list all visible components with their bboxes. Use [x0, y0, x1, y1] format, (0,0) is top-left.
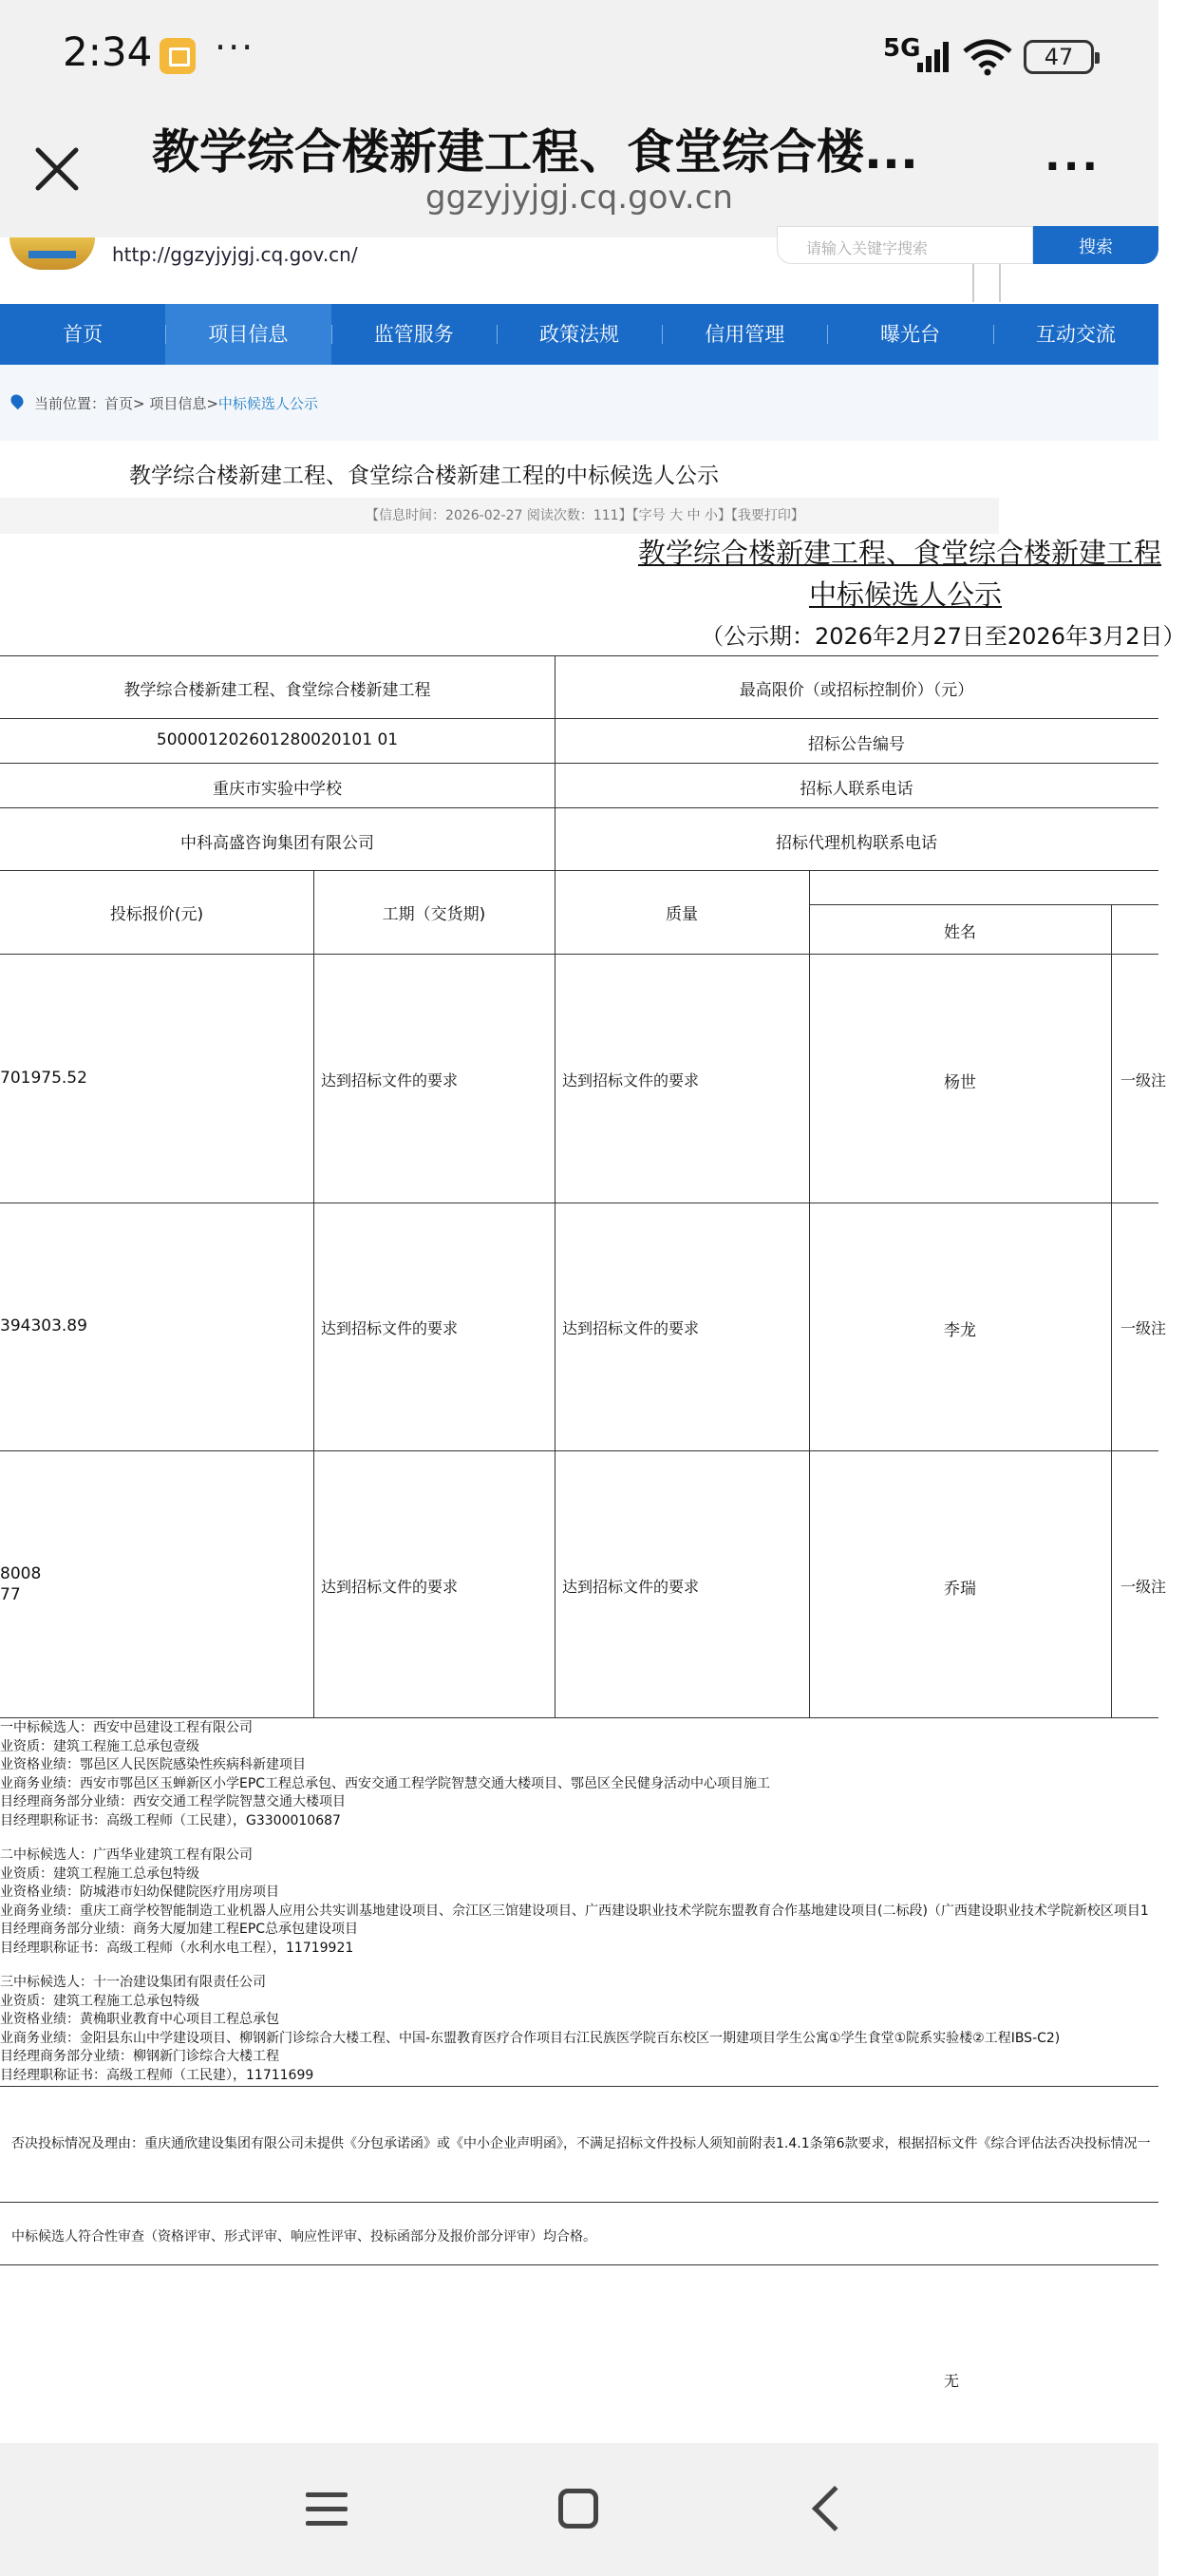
nav-item-interaction[interactable]: 互动交流	[993, 304, 1158, 365]
note-line: 二中标候选人：广西华业建筑工程有限公司	[0, 1847, 253, 1863]
row1-name: 杨世	[944, 1073, 976, 1092]
breadcrumb-current[interactable]: 中标候选人公示	[217, 395, 318, 412]
site-url-text: http://ggzyjyjgj.cq.gov.cn/	[112, 243, 358, 266]
note-line: 业商务业绩：金阳县东山中学建设项目、柳钢新门诊综合大楼工程、中国-东盟教育医疗合作项目右江民族医学院百东校区一期建项目学生公寓①学生食堂①院系实验楼②工程IBS-C2)	[0, 2030, 1061, 2046]
table-line	[0, 655, 1158, 656]
candidate-3-notes	[0, 1974, 1060, 2085]
agency-name: 中科高盛咨询集团有限公司	[180, 834, 374, 853]
nav-item-exposure[interactable]: 曝光台	[827, 304, 992, 365]
doc-title-line1: 教学综合楼新建工程、食堂综合楼新建工程	[638, 537, 1162, 569]
nav-item-supervision[interactable]: 监管服务	[331, 304, 497, 365]
note-line: 业商务业绩：重庆工商学校智能制造工业机器人应用公共实训基地建设项目、佘江区三馆建设项目、广西建设职业技术学院东盟教育合作基地建设项目(二标段)（广西建设职业技术学院新校区项目1	[0, 1903, 1149, 1919]
other-note: 无	[944, 2372, 960, 2390]
nav-item-project-info[interactable]: 项目信息	[165, 304, 330, 365]
note-line: 业资格业绩：防城港市妇幼保健院医疗用房项目	[0, 1885, 279, 1900]
status-bar	[0, 0, 1158, 114]
signal-icon	[917, 42, 953, 72]
note-line: 业资质：建筑工程施工总承包壹级	[0, 1738, 199, 1754]
reject-note: 否决投标情况及理由：重庆通欣建设集团有限公司未提供《分包承诺函》或《中小企业声明函》，不满足招标文件投标人须知前附表1.4.1条第6款要求，根据招标文件《综合评估法否决投标情况一	[11, 2136, 1151, 2151]
site-header	[0, 237, 1158, 304]
table-line	[0, 870, 1158, 871]
status-time: 2:34	[63, 28, 153, 75]
note-line: 目经理职称证书：高级工程师（工民建），11711699	[0, 2067, 314, 2083]
table-line	[313, 870, 314, 1717]
project-name: 教学综合楼新建工程、食堂综合楼新建工程	[123, 681, 431, 700]
row3-period: 达到招标文件的要求	[321, 1578, 459, 1596]
tenderer-name: 重庆市实验中学校	[213, 780, 342, 799]
table-line	[0, 2264, 1158, 2265]
notice-code: 500001202601280020101 01	[156, 730, 399, 749]
header-decoration	[972, 264, 1001, 302]
main-nav	[0, 304, 1158, 365]
agency-phone-label: 招标代理机构联系电话	[776, 834, 937, 853]
location-pin-icon	[9, 392, 26, 409]
note-line: 业资质：建筑工程施工总承包特级	[0, 1993, 199, 2009]
note-line: 一中标候选人：西安中邑建设工程有限公司	[0, 1720, 253, 1735]
breadcrumb-path-text[interactable]: 首页> 项目信息>	[104, 395, 218, 412]
row2-period: 达到招标文件的要求	[321, 1319, 459, 1337]
row2-price: 394303.89	[0, 1316, 87, 1335]
header-price: 投标报价(元)	[109, 905, 204, 924]
row1-period: 达到招标文件的要求	[321, 1071, 459, 1089]
more-menu-icon[interactable]: ···	[1045, 142, 1101, 191]
row3-price-line1: 8008	[0, 1564, 42, 1583]
doc-title-line2: 中标候选人公示	[809, 578, 1003, 611]
candidate-2-notes	[0, 1847, 1149, 1958]
table-line	[0, 954, 1158, 955]
breadcrumb-label: 当前位置：	[34, 395, 106, 412]
table-line	[0, 2086, 1158, 2087]
site-search-button[interactable]: 搜索	[1033, 226, 1158, 264]
nav-item-credit[interactable]: 信用管理	[662, 304, 827, 365]
tenderer-phone-label: 招标人联系电话	[800, 780, 913, 799]
row2-name: 李龙	[944, 1321, 976, 1340]
row1-price: 701975.52	[0, 1069, 87, 1088]
article-title: 教学综合楼新建工程、食堂综合楼新建工程的中标候选人公示	[129, 464, 719, 488]
notice-code-label: 招标公告编号	[808, 735, 905, 754]
note-line: 业资格业绩：鄂邑区人民医院感染性疾病科新建项目	[0, 1757, 306, 1772]
site-logo[interactable]	[9, 237, 95, 270]
header-name: 姓名	[944, 923, 976, 942]
pass-note: 中标候选人符合性审查（资格评审、形式评审、响应性评审、投标函部分及报价部分评审）均合格。	[11, 2229, 596, 2245]
wifi-icon	[963, 38, 1012, 76]
breadcrumb	[0, 365, 1158, 441]
row3-price-line2: 77	[0, 1585, 21, 1604]
table-line	[0, 2202, 1158, 2203]
more-notifications-icon: ···	[215, 27, 255, 68]
site-search-input[interactable]: 请输入关键字搜索	[777, 226, 1033, 264]
breadcrumb-path[interactable]	[104, 393, 318, 413]
note-line: 三中标候选人：十一冶建设集团有限责任公司	[0, 1975, 266, 1990]
row3-name: 乔瑞	[944, 1580, 976, 1599]
row1-extra: 一级注	[1120, 1071, 1167, 1089]
header-period: 工期（交货期)	[382, 905, 486, 924]
browser-url[interactable]: ggzyjyjgj.cq.gov.cn	[425, 179, 733, 217]
table-line	[0, 807, 1158, 808]
table-line	[0, 763, 1158, 764]
browser-page-title: 教学综合楼新建工程、食堂综合楼...	[152, 124, 918, 180]
note-line: 目经理商务部分业绩：商务大厦加建工程EPC总承包建设项目	[0, 1922, 359, 1937]
row3-quality: 达到招标文件的要求	[562, 1578, 700, 1596]
table-line	[0, 1717, 1158, 1718]
article-meta[interactable]: 【信息时间：2026-02-27 阅读次数：111】【字号 大 中 小】【我要打印】	[0, 498, 999, 534]
note-line: 业资格业绩：黄桷职业教育中心项目工程总承包	[0, 2012, 279, 2027]
home-icon[interactable]	[558, 2489, 598, 2529]
table-line	[809, 904, 1158, 905]
network-type: 5G	[883, 34, 921, 63]
max-price-label: 最高限价（或招标控制价）（元）	[739, 681, 974, 700]
candidate-1-notes	[0, 1719, 770, 1830]
row2-extra: 一级注	[1120, 1319, 1167, 1337]
table-line	[0, 1450, 1158, 1451]
doc-period: （公示期：2026年2月27日至2026年3月2日）	[701, 623, 1186, 650]
back-icon[interactable]	[812, 2486, 857, 2531]
row2-quality: 达到招标文件的要求	[562, 1319, 700, 1337]
note-line: 目经理商务部分业绩：柳钢新门诊综合大楼工程	[0, 2049, 279, 2064]
row1-quality: 达到招标文件的要求	[562, 1071, 700, 1089]
nav-item-home[interactable]: 首页	[63, 323, 104, 346]
row3-extra: 一级注	[1120, 1578, 1167, 1596]
header-quality: 质量	[666, 905, 698, 924]
battery-indicator: 47	[1024, 40, 1094, 74]
table-line	[1111, 904, 1112, 1717]
note-line: 目经理职称证书：高级工程师（水利水电工程），11719921	[0, 1940, 354, 1956]
notes-app-icon	[160, 38, 196, 74]
system-nav-bar	[0, 2443, 1158, 2576]
note-line: 业资质：建筑工程施工总承包特级	[0, 1866, 199, 1882]
note-line: 目经理职称证书：高级工程师（工民建），G3300010687	[0, 1812, 341, 1828]
recent-apps-icon[interactable]	[306, 2492, 348, 2527]
browser-toolbar	[0, 114, 1158, 237]
nav-item-policy[interactable]: 政策法规	[497, 304, 662, 365]
table-line	[0, 718, 1158, 719]
note-line: 目经理商务部分业绩：西安交通工程学院智慧交通大楼项目	[0, 1794, 346, 1809]
note-line: 业商务业绩：西安市鄂邑区玉蝉新区小学EPC工程总承包、西安交通工程学院智慧交通大楼项目、鄂邑区全民健身活动中心项目施工	[0, 1775, 771, 1791]
